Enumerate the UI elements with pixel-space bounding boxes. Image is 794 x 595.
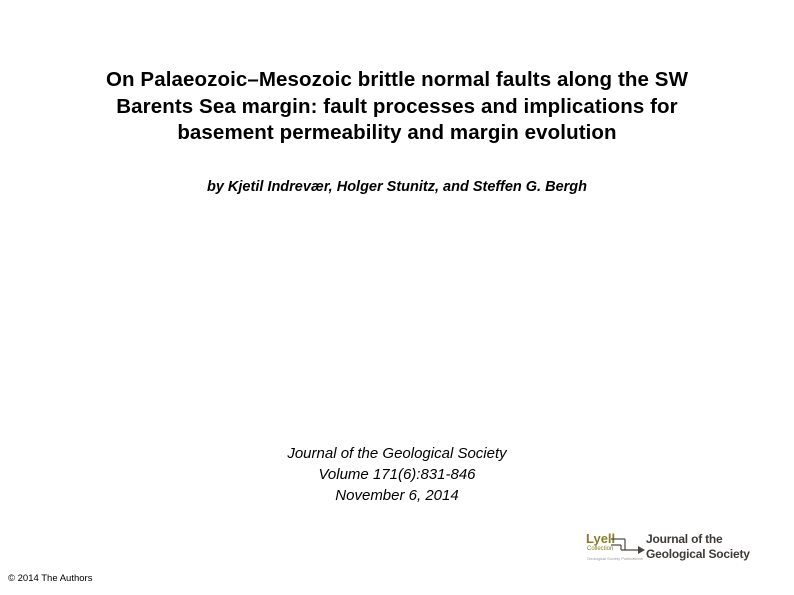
logo-arrow-icon: [611, 535, 645, 555]
journal-logo: [584, 529, 750, 567]
logo-tagline-text: Geological Society Publications: [587, 556, 643, 561]
logo-journal-line-1: Journal of the: [646, 532, 723, 546]
article-title: [40, 67, 754, 147]
logo-lyell-text: Lyell: [586, 531, 616, 546]
publication-date: November 6, 2014: [335, 487, 459, 504]
logo-journal-name: [646, 532, 750, 562]
title-line-1: On Palaeozoic–Mesozoic brittle normal faults along the SW: [105, 68, 689, 91]
logo-collection-text: Collection: [587, 546, 614, 552]
citation-block: [0, 443, 794, 506]
logo-journal-line-2: Geological Society: [646, 547, 750, 561]
author-list: by Kjetil Indrevær, Holger Stunitz, and Steffen G. Bergh: [206, 179, 587, 195]
title-line-3: basement permeability and margin evolution: [177, 121, 617, 144]
copyright-notice: © 2014 The Authors: [8, 573, 93, 584]
volume-pages: Volume 171(6):831-846: [318, 466, 476, 483]
journal-name: Journal of the Geological Society: [287, 445, 507, 462]
title-line-2: Barents Sea margin: fault processes and implications for: [116, 94, 678, 118]
